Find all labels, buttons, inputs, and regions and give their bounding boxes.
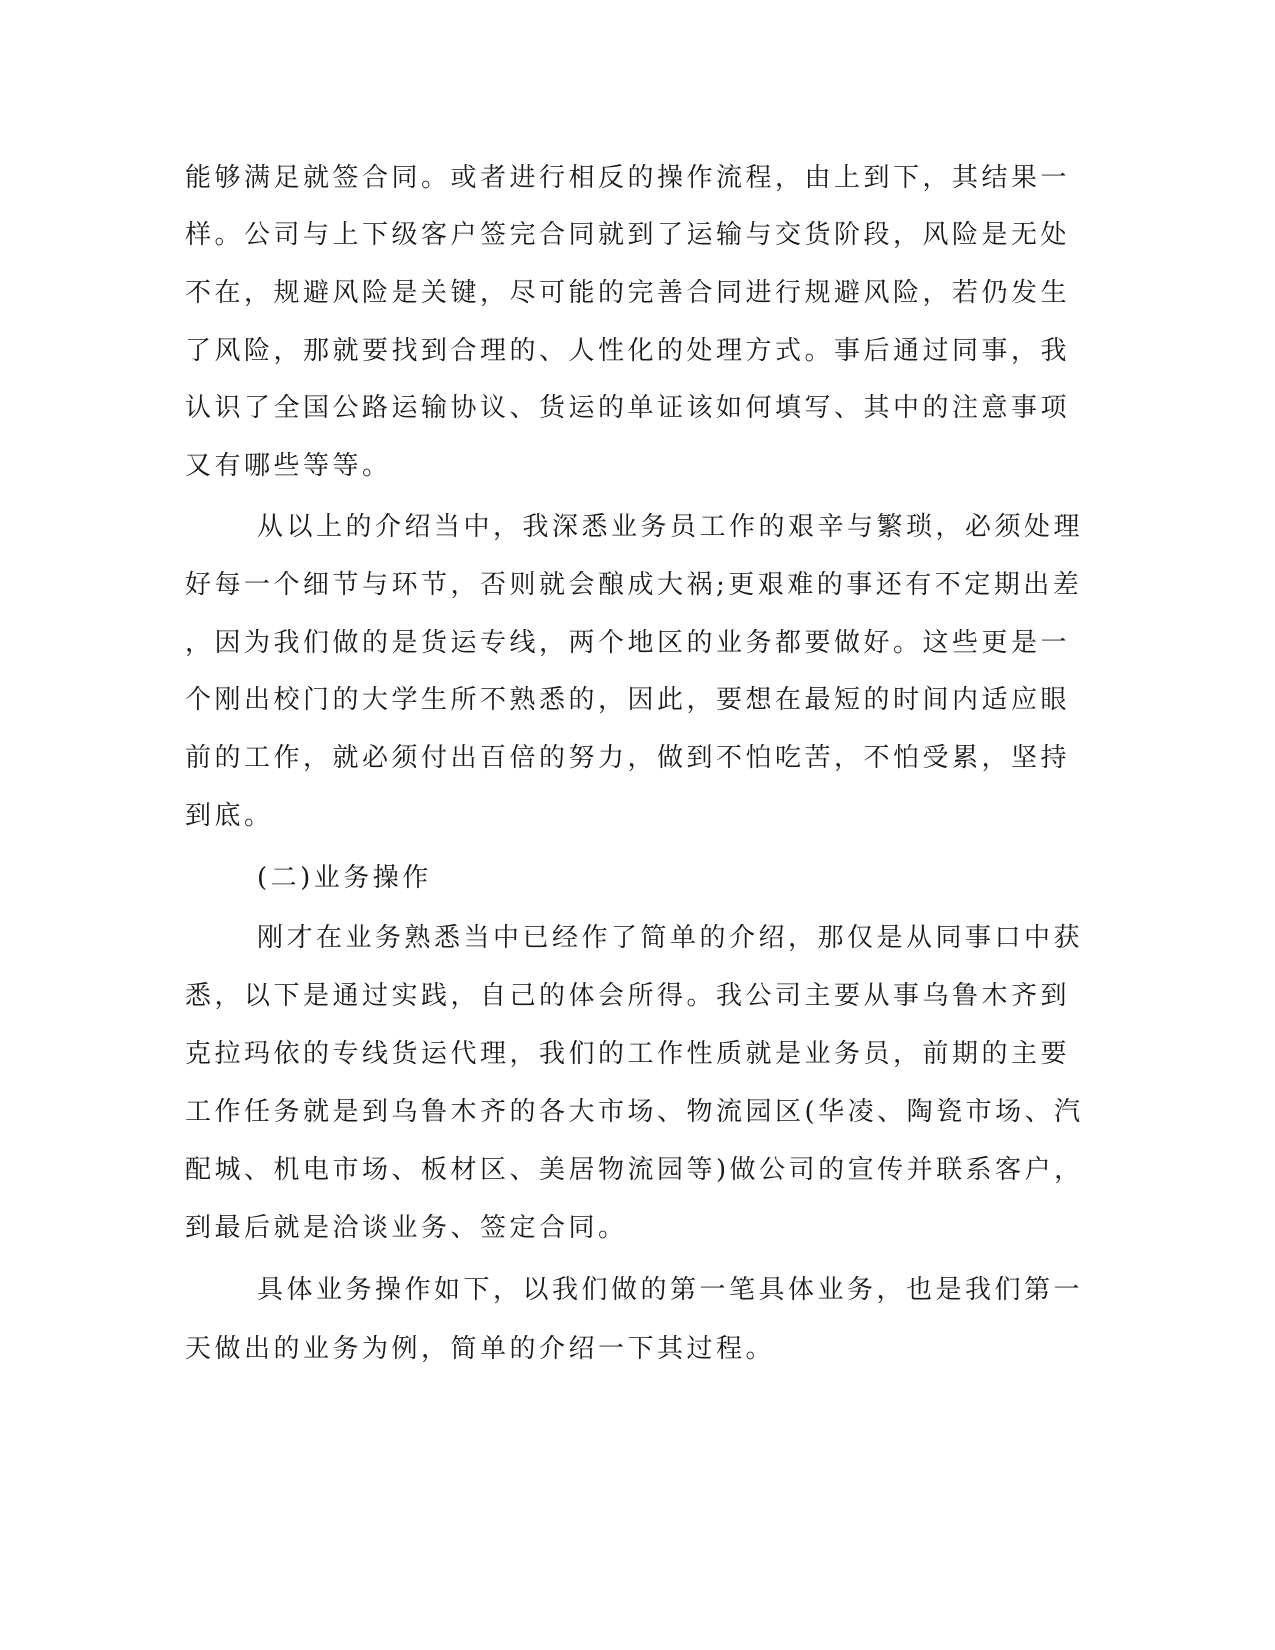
- paragraph-start-line: 具体业务操作如下，以我们做的第一笔具体业务，也是我们第一: [257, 1275, 1084, 1305]
- section-heading: (二)业务操作: [257, 863, 432, 893]
- text-line: 克拉玛依的专线货运代理，我们的工作性质就是业务员，前期的主要: [185, 1039, 1071, 1069]
- text-line: 配城、机电市场、板材区、美居物流园等)做公司的宣传并联系客户，: [185, 1155, 1084, 1185]
- paragraph-start-line: 从以上的介绍当中，我深悉业务员工作的艰辛与繁琐，必须处理: [257, 512, 1084, 542]
- text-line: 到底。: [185, 801, 274, 831]
- text-line: 个刚出校门的大学生所不熟悉的，因此，要想在最短的时间内适应眼: [185, 685, 1071, 715]
- paragraph-start-line: 刚才在业务熟悉当中已经作了简单的介绍，那仅是从同事口中获: [257, 923, 1084, 953]
- text-line: 能够满足就签合同。或者进行相反的操作流程，由上到下，其结果一: [185, 163, 1071, 193]
- text-line: 悉，以下是通过实践，自己的体会所得。我公司主要从事乌鲁木齐到: [185, 981, 1071, 1011]
- text-line: 到最后就是洽谈业务、签定合同。: [185, 1213, 628, 1243]
- text-line: 了风险，那就要找到合理的、人性化的处理方式。事后通过同事，我: [185, 336, 1071, 366]
- text-line: 好每一个细节与环节，否则就会酿成大祸;更艰难的事还有不定期出差: [185, 570, 1083, 600]
- text-line: 样。公司与上下级客户签完合同就到了运输与交货阶段，风险是无处: [185, 220, 1071, 250]
- text-line: 工作任务就是到乌鲁木齐的各大市场、物流园区(华凌、陶瓷市场、汽: [185, 1097, 1084, 1127]
- text-line: 又有哪些等等。: [185, 451, 392, 481]
- text-line: 前的工作，就必须付出百倍的努力，做到不怕吃苦，不怕受累，坚持: [185, 743, 1071, 773]
- text-line: 不在，规避风险是关键，尽可能的完善合同进行规避风险，若仍发生: [185, 278, 1071, 308]
- text-line: ，因为我们做的是货运专线，两个地区的业务都要做好。这些更是一: [185, 628, 1071, 658]
- text-line: 认识了全国公路运输协议、货运的单证该如何填写、其中的注意事项: [185, 393, 1071, 423]
- text-line: 天做出的业务为例，简单的介绍一下其过程。: [185, 1334, 776, 1364]
